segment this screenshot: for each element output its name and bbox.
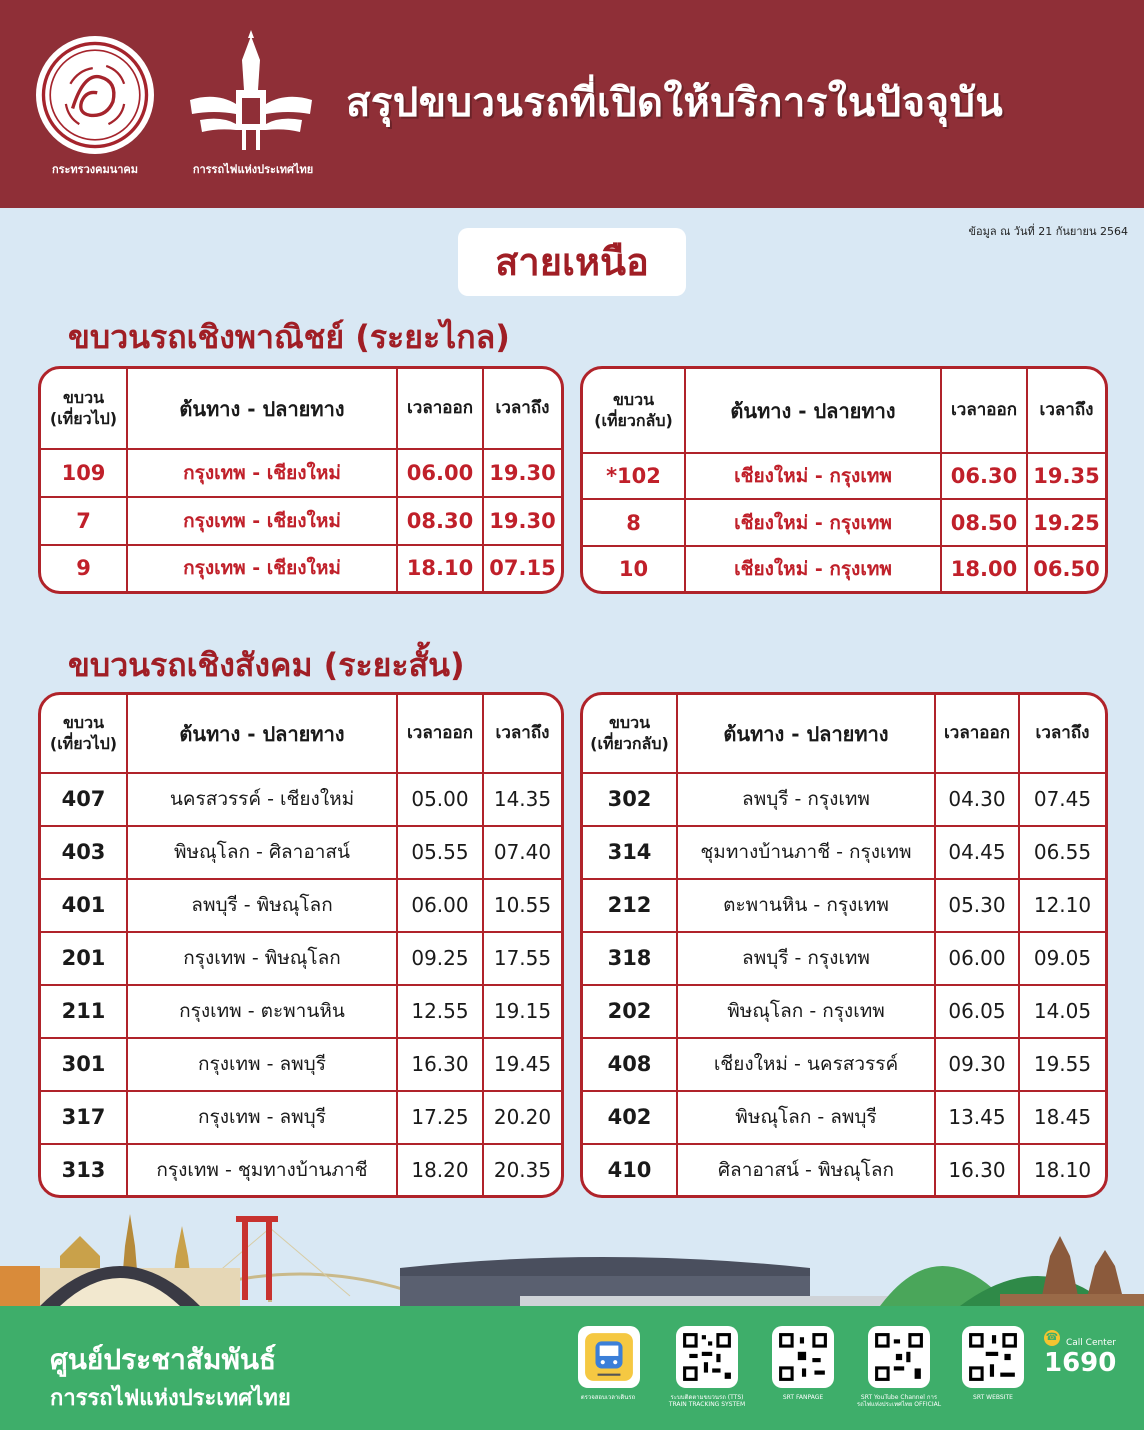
train-number: 318: [583, 932, 677, 985]
header-depart: เวลาออก: [941, 369, 1027, 453]
arrive-time: 14.35: [483, 773, 561, 826]
depart-time: 16.30: [397, 1038, 483, 1091]
train-number: 7: [41, 497, 127, 545]
header-depart: เวลาออก: [397, 369, 483, 449]
arrive-time: 17.55: [483, 932, 561, 985]
train-number: 410: [583, 1144, 677, 1195]
train-number: *102: [583, 453, 685, 499]
phone-icon: ☎: [1044, 1330, 1060, 1346]
header-train: ขบวน (เที่ยวกลับ): [583, 369, 685, 453]
route: ลพบุรี - กรุงเทพ: [677, 932, 935, 985]
depart-time: 06.00: [397, 879, 483, 932]
table-row: [41, 985, 561, 1038]
depart-time: 06.00: [935, 932, 1019, 985]
header-arrive: เวลาถึง: [1019, 695, 1105, 773]
srt-logo: [186, 30, 316, 154]
table-row: [41, 1144, 561, 1195]
train-number: 202: [583, 985, 677, 1038]
train-number: 408: [583, 1038, 677, 1091]
route: ลพบุรี - พิษณุโลก: [127, 879, 397, 932]
route: เชียงใหม่ - นครสวรรค์: [677, 1038, 935, 1091]
arrive-time: 19.30: [483, 497, 561, 545]
qr-caption: SRT WEBSITE: [973, 1394, 1013, 1401]
arrive-time: 19.15: [483, 985, 561, 1038]
region-title: สายเหนือ: [458, 228, 686, 296]
train-number: 9: [41, 545, 127, 591]
train-number: 402: [583, 1091, 677, 1144]
arrive-time: 12.10: [1019, 879, 1105, 932]
train-number: 10: [583, 546, 685, 591]
route: ชุมทางบ้านภาชี - กรุงเทพ: [677, 826, 935, 879]
section-title-short-distance: ขบวนรถเชิงสังคม (ระยะสั้น): [68, 646, 465, 684]
route: ตะพานหิน - กรุงเทพ: [677, 879, 935, 932]
page-title: สรุปขบวนรถที่เปิดให้บริการในปัจจุบัน: [346, 80, 1004, 126]
depart-time: 04.45: [935, 826, 1019, 879]
depart-time: 08.50: [941, 499, 1027, 545]
train-number: 317: [41, 1091, 127, 1144]
ministry-label: กระทรวงคมนาคม: [51, 163, 139, 176]
train-number: 314: [583, 826, 677, 879]
depart-time: 17.25: [397, 1091, 483, 1144]
route: กรุงเทพ - ลพบุรี: [127, 1038, 397, 1091]
arrive-time: 18.45: [1019, 1091, 1105, 1144]
depart-time: 06.00: [397, 449, 483, 497]
depart-time: 18.00: [941, 546, 1027, 591]
footer: [0, 1314, 1144, 1430]
data-date: ข้อมูล ณ วันที่ 21 กันยายน 2564: [968, 225, 1128, 238]
header-route: ต้นทาง - ปลายทาง: [685, 369, 941, 453]
table-row: [583, 773, 1105, 826]
train-number: 401: [41, 879, 127, 932]
train-number: 403: [41, 826, 127, 879]
route: เชียงใหม่ - กรุงเทพ: [685, 453, 941, 499]
train-number: 109: [41, 449, 127, 497]
skyline-illustration: [0, 1206, 1144, 1316]
table-row: [583, 1038, 1105, 1091]
depart-time: 12.55: [397, 985, 483, 1038]
footer-subtitle: การรถไฟแห่งประเทศไทย: [50, 1386, 291, 1411]
depart-time: 13.45: [935, 1091, 1019, 1144]
call-center-number[interactable]: 1690: [1044, 1348, 1117, 1378]
arrive-time: 06.50: [1027, 546, 1105, 591]
arrive-time: 19.25: [1027, 499, 1105, 545]
route: กรุงเทพ - เชียงใหม่: [127, 449, 397, 497]
table-row: [583, 985, 1105, 1038]
arrive-time: 07.40: [483, 826, 561, 879]
table-row: [41, 1038, 561, 1091]
arrive-time: 09.05: [1019, 932, 1105, 985]
header-arrive: เวลาถึง: [1027, 369, 1105, 453]
qr-caption: ระบบติดตามขบวนรถ (TTS) TRAIN TRACKING SYSTEM: [668, 1394, 746, 1409]
youtube-qr-icon[interactable]: [868, 1326, 930, 1388]
header-route: ต้นทาง - ปลายทาง: [677, 695, 935, 773]
depart-time: 05.00: [397, 773, 483, 826]
table-row: [583, 1144, 1105, 1195]
depart-time: 05.30: [935, 879, 1019, 932]
table-row: [41, 932, 561, 985]
train-number: 302: [583, 773, 677, 826]
table-row: [41, 1091, 561, 1144]
table-row: [41, 497, 561, 545]
route: พิษณุโลก - ศิลาอาสน์: [127, 826, 397, 879]
arrive-time: 14.05: [1019, 985, 1105, 1038]
long-return-table: [580, 366, 1108, 594]
header-banner: [0, 0, 1144, 208]
arrive-time: 19.30: [483, 449, 561, 497]
route: กรุงเทพ - เชียงใหม่: [127, 545, 397, 591]
srt-label: การรถไฟแห่งประเทศไทย: [192, 163, 314, 176]
route: เชียงใหม่ - กรุงเทพ: [685, 499, 941, 545]
depart-time: 09.25: [397, 932, 483, 985]
table-row: [583, 453, 1105, 499]
arrive-time: 10.55: [483, 879, 561, 932]
table-row: [41, 773, 561, 826]
short-outbound-table: [38, 692, 564, 1198]
train-number: 212: [583, 879, 677, 932]
train-number: 407: [41, 773, 127, 826]
arrive-time: 18.10: [1019, 1144, 1105, 1195]
arrive-time: 20.20: [483, 1091, 561, 1144]
table-row: [583, 826, 1105, 879]
arrive-time: 19.45: [483, 1038, 561, 1091]
section-title-long-distance: ขบวนรถเชิงพาณิชย์ (ระยะไกล): [68, 318, 510, 356]
footer-title: ศูนย์ประชาสัมพันธ์: [50, 1343, 277, 1376]
header-depart: เวลาออก: [935, 695, 1019, 773]
table-row: [583, 932, 1105, 985]
qr-caption: SRT FANPAGE: [782, 1394, 824, 1401]
arrive-time: 06.55: [1019, 826, 1105, 879]
depart-time: 18.10: [397, 545, 483, 591]
arrive-time: 20.35: [483, 1144, 561, 1195]
call-center-label: Call Center: [1066, 1338, 1116, 1348]
depart-time: 05.55: [397, 826, 483, 879]
arrive-time: 19.35: [1027, 453, 1105, 499]
route: พิษณุโลก - กรุงเทพ: [677, 985, 935, 1038]
train-app-icon[interactable]: [578, 1326, 640, 1388]
header-arrive: เวลาถึง: [483, 695, 561, 773]
depart-time: 04.30: [935, 773, 1019, 826]
train-number: 201: [41, 932, 127, 985]
table-row: [583, 499, 1105, 545]
route: กรุงเทพ - เชียงใหม่: [127, 497, 397, 545]
table-row: [583, 546, 1105, 591]
route: พิษณุโลก - ลพบุรี: [677, 1091, 935, 1144]
train-number: 301: [41, 1038, 127, 1091]
header-depart: เวลาออก: [397, 695, 483, 773]
depart-time: 06.05: [935, 985, 1019, 1038]
arrive-time: 07.15: [483, 545, 561, 591]
train-number: 8: [583, 499, 685, 545]
header-train: ขบวน (เที่ยวไป): [41, 369, 127, 449]
table-row: [583, 879, 1105, 932]
table-row: [41, 826, 561, 879]
route: เชียงใหม่ - กรุงเทพ: [685, 546, 941, 591]
train-number: 313: [41, 1144, 127, 1195]
table-row: [583, 1091, 1105, 1144]
depart-time: 08.30: [397, 497, 483, 545]
route: ลพบุรี - กรุงเทพ: [677, 773, 935, 826]
route: กรุงเทพ - ตะพานหิน: [127, 985, 397, 1038]
website-qr-icon[interactable]: [962, 1326, 1024, 1388]
depart-time: 16.30: [935, 1144, 1019, 1195]
arrive-time: 07.45: [1019, 773, 1105, 826]
depart-time: 06.30: [941, 453, 1027, 499]
header-route: ต้นทาง - ปลายทาง: [127, 369, 397, 449]
header-arrive: เวลาถึง: [483, 369, 561, 449]
route: กรุงเทพ - ลพบุรี: [127, 1091, 397, 1144]
long-outbound-table: [38, 366, 564, 594]
header-train: ขบวน (เที่ยวไป): [41, 695, 127, 773]
qr-caption: ตรวจสอบเวลาเดินรถ: [580, 1394, 636, 1401]
table-row: [41, 879, 561, 932]
train-number: 211: [41, 985, 127, 1038]
route: ศิลาอาสน์ - พิษณุโลก: [677, 1144, 935, 1195]
table-row: [41, 449, 561, 497]
depart-time: 18.20: [397, 1144, 483, 1195]
short-return-table: [580, 692, 1108, 1198]
qr-caption: SRT YouTube Channel การรถไฟแห่งประเทศไทย OFFICIAL: [856, 1394, 942, 1409]
table-row: [41, 545, 561, 591]
qr-code-icon[interactable]: [676, 1326, 738, 1388]
depart-time: 09.30: [935, 1038, 1019, 1091]
arrive-time: 19.55: [1019, 1038, 1105, 1091]
route: นครสวรรค์ - เชียงใหม่: [127, 773, 397, 826]
route: กรุงเทพ - พิษณุโลก: [127, 932, 397, 985]
ministry-seal-logo: [36, 36, 154, 154]
header-train: ขบวน (เที่ยวกลับ): [583, 695, 677, 773]
facebook-qr-icon[interactable]: [772, 1326, 834, 1388]
route: กรุงเทพ - ชุมทางบ้านภาชี: [127, 1144, 397, 1195]
header-route: ต้นทาง - ปลายทาง: [127, 695, 397, 773]
